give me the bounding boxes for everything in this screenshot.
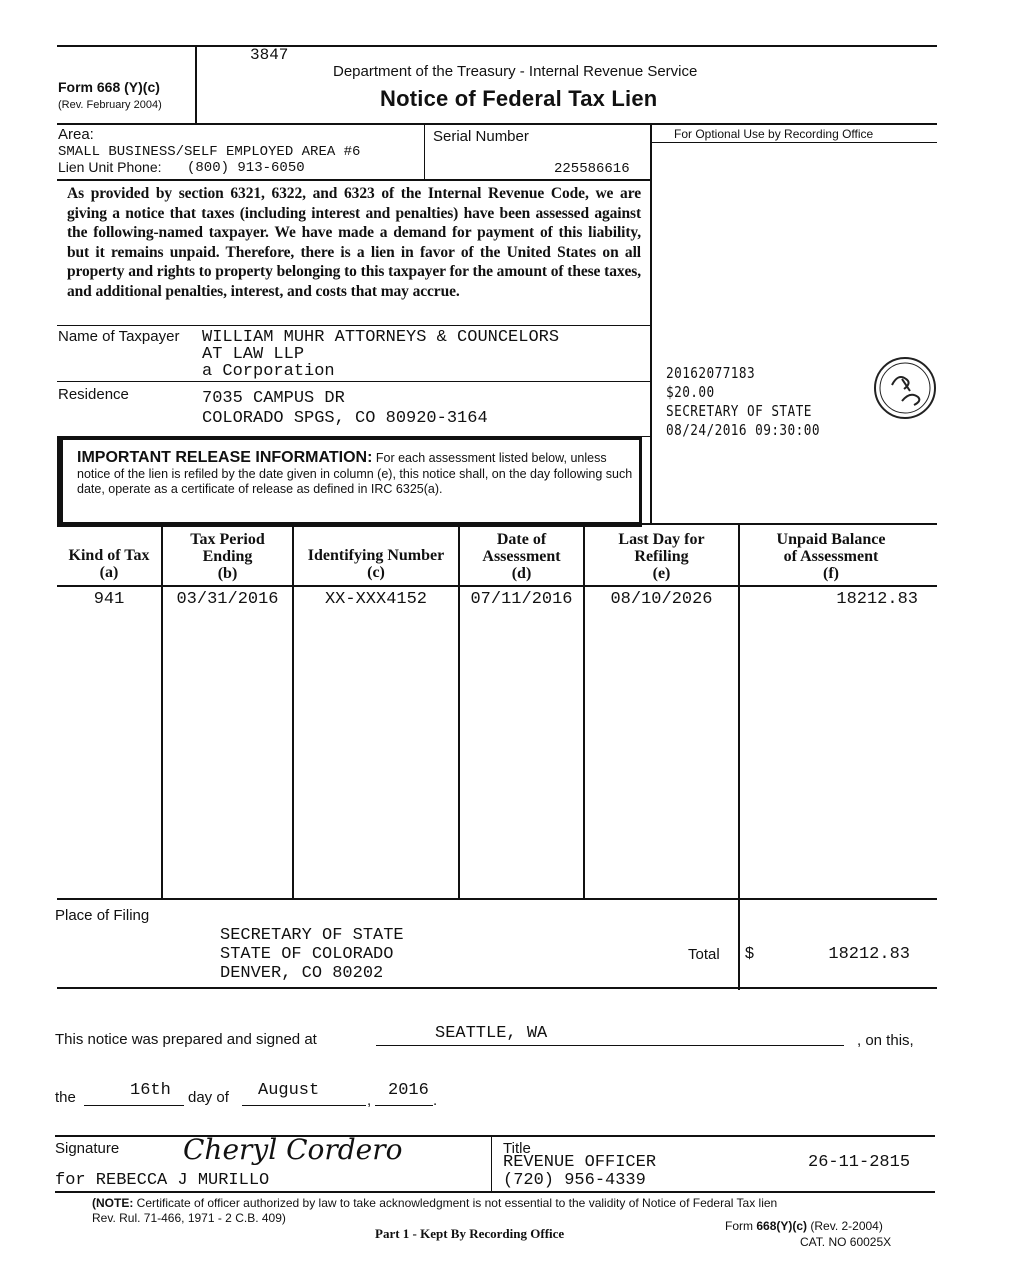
release-heading: IMPORTANT RELEASE INFORMATION: [77,449,373,466]
footer-part: Part 1 - Kept By Recording Office [375,1226,565,1241]
recording-seal [872,355,938,421]
department-name: Department of the Treasury - Internal Revenue Service [333,63,698,80]
on-this-text: , on this, [857,1032,914,1049]
lien-unit-phone-label: Lien Unit Phone: [58,159,162,175]
taxpayer-label: Name of Taxpayer [58,328,180,345]
cell-kind-of-tax: 941 [93,590,125,609]
signature-title-divider [491,1136,492,1192]
day-underline [84,1105,184,1106]
residence-label: Residence [58,386,129,403]
year-period: . [433,1092,438,1109]
table-bottom-rule [57,898,937,900]
cell-unpaid-balance: 18212.83 [836,590,918,609]
footer-note-text: Certificate of officer authorized by law to take acknowledgment is not essential to the validity of Notice of Federal Tax lien [136,1196,778,1210]
document-number: 3847 [250,46,289,64]
filing-line2: STATE OF COLORADO [220,945,394,964]
prepared-place: SEATTLE, WA [435,1024,548,1043]
filing-line1: SECRETARY OF STATE [220,926,404,945]
footer-note-ruling: Rev. Rul. 71-466, 1971 - 2 C.B. 409) [92,1211,286,1225]
prepared-month: August [258,1081,320,1100]
prepared-year: 2016 [388,1081,429,1100]
table-header-rule [57,585,937,587]
area-top-rule [57,123,937,125]
taxpayer-bottom-rule [57,381,651,382]
place-of-filing-label: Place of Filing [55,907,150,924]
serial-number: 225586616 [554,161,630,177]
stamp-fee: $20.00 [666,383,715,401]
signature-bottom-rule [55,1191,935,1193]
stamp-office: SECRETARY OF STATE [666,402,812,420]
cell-last-day-refiling: 08/10/2026 [610,590,713,609]
form-number: Form 668 (Y)(c) [58,79,160,95]
total-amount: 18212.83 [828,945,910,964]
column-header-unpaid-balance: Unpaid Balance of Assessment (f) [776,531,886,582]
place-underline [376,1045,844,1046]
cell-date-of-assessment: 07/11/2016 [470,590,573,609]
prepared-day: 16th [130,1081,171,1100]
serial-number-label: Serial Number [433,128,529,145]
officer-id: 26-11-2815 [808,1153,911,1172]
handwritten-signature: Cheryl Cordero [183,1133,403,1166]
the-text: the [55,1089,76,1106]
taxpayer-name-line2: AT LAW LLP [202,345,305,364]
recording-divider [650,124,652,523]
signature-label: Signature [55,1140,120,1157]
stamp-reception-number: 20162077183 [666,364,756,382]
area-value: SMALL BUSINESS/SELF EMPLOYED AREA #6 [58,144,361,160]
table-top-rule [57,523,937,525]
area-label: Area: [58,126,94,143]
footer-catalog-number: CAT. NO 60025X [800,1235,892,1249]
paragraph-top-rule [57,179,651,181]
signed-for: for REBECCA J MURILLO [55,1171,270,1190]
paragraph-bottom-rule [57,325,651,326]
footer-note [92,1196,777,1210]
residence-line1: 7035 CAMPUS DR [202,389,345,408]
cell-identifying-number: XX-XXX4152 [324,590,428,609]
footer-note-label: (NOTE: [92,1196,134,1210]
cell-tax-period: 03/31/2016 [176,590,279,609]
release-text-first: For each assessment listed below, [375,451,567,465]
serial-divider [424,124,425,180]
column-header-kind-of-tax: Kind of Tax (a) [68,547,150,581]
filing-line3: DENVER, CO 80202 [220,964,384,983]
officer-phone: (720) 956-4339 [503,1171,646,1190]
release-text: unless notice of the lien is refiled by the date given in column (e), this notice shall, on the day following such date, operate as a certificate of release as defined in IRC 6325(a). [77,451,633,496]
column-header-last-day-refiling: Last Day for Refiling (e) [618,531,705,582]
release-info-box [57,437,642,527]
year-underline [375,1105,433,1106]
day-of-text: day of [188,1089,229,1106]
title-value: REVENUE OFFICER [503,1153,657,1172]
prepared-text: This notice was prepared and signed at [55,1031,317,1048]
lien-unit-phone: (800) 913-6050 [187,160,305,176]
top-rule [57,45,937,47]
total-label: Total [688,946,720,963]
footer-form-number: Form 668(Y)(c) (Rev. 2-2004) [725,1219,883,1233]
notice-paragraph: As provided by section 6321, 6322, and 6323 of the Internal Revenue Code, we are giving a notice that taxes (including interest and penalties) have been assessed against the following-named taxpayer. We have made a demand for payment of this liability, but it remains unpaid. Therefore, there is a lien in favor of the United States on all property and rights to property belonging to this taxpayer for the amount of these taxes, and additional penalties, interest, and costs that may accrue. [67,185,641,300]
column-header-date-of-assessment: Date of Assessment (d) [482,531,561,582]
month-comma: , [367,1092,372,1109]
form-revision: (Rev. February 2004) [58,99,162,111]
taxpayer-type: a Corporation [202,362,335,381]
recording-rule [651,142,937,143]
month-underline [242,1105,366,1106]
residence-line2: COLORADO SPGS, CO 80920-3164 [202,409,488,428]
taxpayer-name-line1: WILLIAM MUHR ATTORNEYS & COUNCELORS [202,328,560,347]
column-header-identifying-number: Identifying Number (c) [307,547,445,581]
filing-bottom-rule [57,987,937,989]
document-title: Notice of Federal Tax Lien [380,86,658,111]
recording-stamp [666,364,820,440]
stamp-datetime: 08/24/2016 09:30:00 [666,421,820,439]
total-currency: $ [745,945,754,962]
title-label: Title [503,1140,531,1157]
form-id-divider [195,46,197,124]
column-header-tax-period: Tax Period Ending (b) [190,531,265,582]
recording-office-label: For Optional Use by Recording Office [674,127,874,141]
